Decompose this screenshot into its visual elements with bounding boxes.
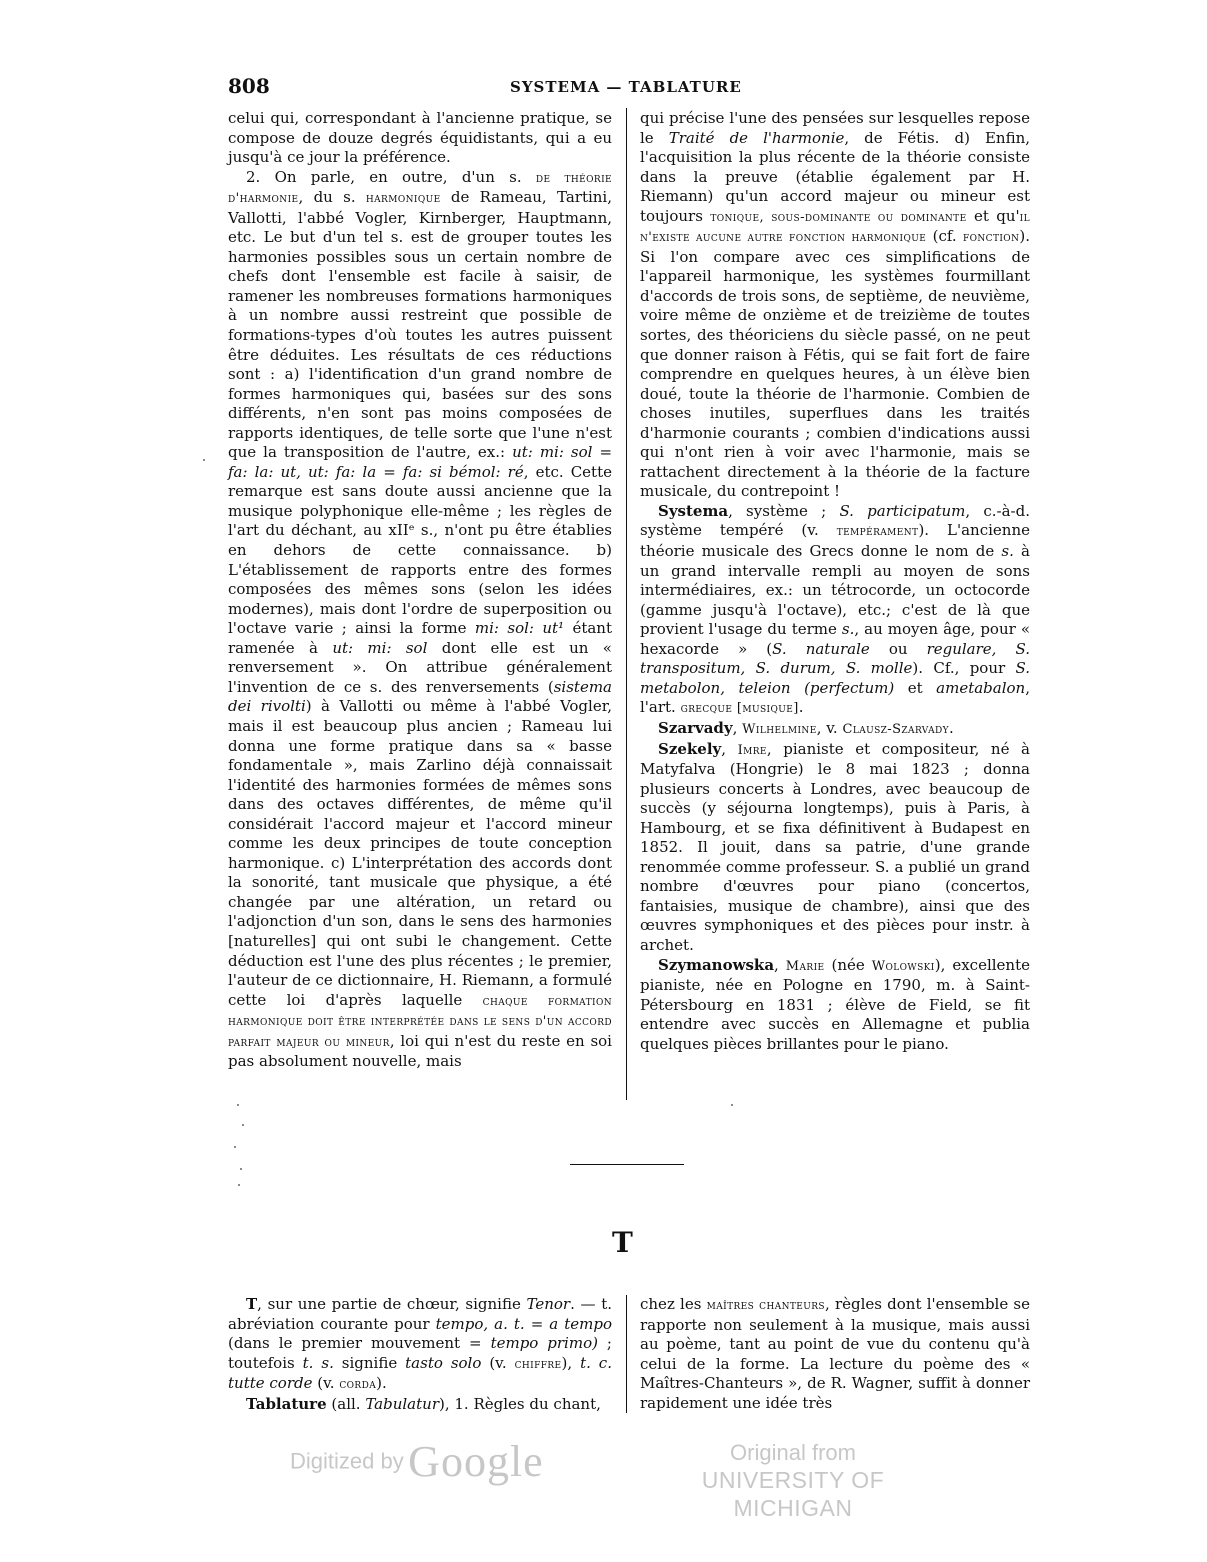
text: , etc. Cette remarque est sans doute aussi ancienne que la musique polyphonique elle-même ; les règles de l'art du déchant, au xIIᵉ s., n'ont pu être établies en dehors de cette connaissance. b) L'établissement de rapports entre des formes composées des mêmes sons (selon les idées modernes), mais dont l'ordre de superposition ou l'octave varie ; ainsi la forme xyxy=(228,462,612,638)
text: , v. xyxy=(816,718,843,737)
text: , au moyen âge, pour « hexacorde » ( xyxy=(640,620,1030,658)
italic-term: s. xyxy=(841,620,855,639)
text: , sur une partie de chœur, signifie xyxy=(257,1295,527,1313)
small-caps-term: tonique, sous-dominante ou dominante xyxy=(710,209,967,225)
text: ; toutefois xyxy=(228,1334,612,1372)
small-caps-term: de théorie d'harmonie xyxy=(228,170,612,207)
italic-term: tempo, a. t. = a tempo xyxy=(435,1314,612,1333)
text: (v. xyxy=(312,1374,340,1393)
italic-term: t. s. xyxy=(302,1353,334,1372)
text: , l'art. xyxy=(640,678,1030,717)
text: ) à Vallotti ou même à l'abbé Vogler, mais il est beaucoup plus ancien ; Rameau lui donna une forme pratique dans sa « basse fondamentale », mais Zarlino déjà connaissait l'identité des harmonies formées de mêmes sons dans des octaves différentes, de même qu'il considérait l'accord majeur et l'accord mineur comme les deux principes de toute conception harmonique. c) L'interprétation des accords dont la sonorité, tant musicale que physique, a été changée par une altération, un retard ou l'adjonction d'un son, dans le sens des harmonies [naturelles] qui ont subi le changement. Cette déduction est l'une des plus récentes ; le premier, l'auteur de ce dictionnaire, H. Riemann, a formulé cette loi d'après laquelle xyxy=(228,697,612,1009)
text: , règles dont l'ensemble se rapporte non seulement à la musique, mais aussi au poème, tant au point de vue du contenu qu'à celui de la forme. La lecture du poème des « Maîtres-Chanteurs », de R. Wagner, suffit à donner rapidement une idée très xyxy=(640,1295,1030,1412)
text: ), xyxy=(561,1353,581,1372)
column-divider-bottom xyxy=(626,1295,627,1413)
running-head: SYSTEMA — TABLATURE xyxy=(510,78,742,96)
small-caps-term: Imre xyxy=(737,742,767,758)
paragraph-continuation xyxy=(640,109,1030,502)
text: ), 1. Règles du chant, xyxy=(439,1394,601,1413)
text: 2. On parle, en outre, d'un s. xyxy=(246,167,536,186)
italic-term: tempo primo) xyxy=(490,1334,598,1353)
entry-headword: Szymanowska xyxy=(658,955,775,974)
text: ). xyxy=(376,1374,387,1393)
text: , pianiste et compositeur, né à Matyfalva (Hongrie) le 8 mai 1823 ; donna plusieurs concerts à Londres, avec beaucoup de succès (y séjourna longtemps), puis à Paris, à Hambourg, et se fixa définitivent à Budapest en 1852. Il jouit, dans sa patrie, d'une grande renommée comme professeur. S. a publié un grand nombre d'œuvres pour piano (concertos, fantaisies, musique de chambre), ainsi que des œuvres symphoniques et des pièces pour instr. à archet. xyxy=(640,739,1030,954)
text: ). L'ancienne théorie musicale des Grecs donne le nom de xyxy=(640,521,1030,561)
italic-term: S. metabolon, teleion (perfectum) xyxy=(640,659,1031,697)
text: à un grand intervalle rempli au moyen de sons intermédiaires, ex.: un tétrocorde, un octocorde (gamme jusqu'à l'octave), etc.; c'est de là que provient l'usage du terme xyxy=(640,542,1031,639)
text: (all. xyxy=(326,1394,366,1413)
small-caps-term: chiffre xyxy=(514,1356,562,1372)
text: ). Cf., pour xyxy=(912,659,1016,678)
entry-szarvady xyxy=(640,719,1030,740)
top-right-column xyxy=(640,109,1030,1054)
entry-headword: Szekely xyxy=(658,739,722,758)
small-caps-term: harmonique xyxy=(365,191,441,207)
italic-term: mi: sol: ut¹ xyxy=(474,619,565,638)
text: , c.-à-d. système tempéré (v. xyxy=(640,501,1030,540)
entry-szekely xyxy=(640,740,1030,956)
small-caps-term: chaque formation harmonique doit être interprétée dans le sens d'un accord parfait majeur ou mineur xyxy=(228,993,613,1050)
small-caps-term: Marie xyxy=(785,958,825,974)
digitized-by-label: Digitized by xyxy=(290,1448,404,1474)
paragraph-systeme-harmonie xyxy=(228,168,612,1072)
text: de Rameau, Tartini, Vallotti, l'abbé Vogler, Kirnberger, Hauptmann, etc. Le but d'un tel s. est de grouper toutes les harmonies possibles sous un certain nombre de chefs dont l'ensemble est facile à saisir, de ramener les nombreuses formations harmoniques à un nombre aussi restreint que possible de formations-types d'où toutes les autres puissent être déduites. Les résultats de ces réductions sont : a) l'identification d'un grand nombre de formes harmoniques qui, basées sur des sons différents, n'en sont pas moins composées de rapports identiques, de telle sorte que l'une n'est que la transposition de l'autre, ex.: xyxy=(228,188,612,462)
italic-term: s. xyxy=(1001,542,1014,561)
text: . — t. abréviation courante pour xyxy=(228,1295,612,1333)
text: . xyxy=(798,698,804,717)
text: et qu' xyxy=(966,206,1020,225)
text: dont elle est un « renversement ». On attribue généralement l'invention de ce s. des renversements ( xyxy=(228,638,612,696)
italic-term: ut: mi: sol xyxy=(332,638,428,657)
text: (dans le premier mouvement = xyxy=(228,1334,491,1353)
text: (cf. xyxy=(926,227,963,246)
text: , de Fétis. d) Enfin, l'acquisition la plus récente de la théorie consiste dans la preuve (établie également par H. Riemann) qu'un accord majeur ou mineur est toujours xyxy=(640,128,1031,225)
italic-term: sistema dei rivolti xyxy=(228,677,612,716)
text: ). Si l'on compare avec ces simplifications de l'appareil harmonique, les systèmes fourmillant d'accords de trois sons, de septième, de neuvième, voire même de onzième et de treizième de toutes sortes, des théoriciens du siècle passé, on ne peut que donner raison à Fétis, qui se fait fort de faire comprendre en quelques heures, à un élève bien doué, toute la théorie de l'harmonie. Combien de choses inutiles, superflues dans les traités d'harmonie courants ; combien d'indications aussi qui n'ont rien à voir avec l'harmonie, mais se rattachent directement à la théorie de la facture musicale, du contrepoint ! xyxy=(640,227,1030,501)
text: , système ; xyxy=(728,501,840,520)
text: , xyxy=(774,955,786,974)
small-caps-term: corda xyxy=(339,1377,377,1393)
italic-term: t. c. tutte corde xyxy=(228,1353,612,1393)
entry-systema xyxy=(640,502,1030,719)
bottom-left-column xyxy=(228,1295,612,1414)
small-caps-term: Clausz-Szarvady xyxy=(842,721,949,737)
digitized-by-watermark xyxy=(290,1436,544,1487)
text: (née xyxy=(824,955,872,974)
column-divider-top xyxy=(626,108,627,1100)
entry-szymanowska xyxy=(640,956,1030,1055)
italic-term: Tenor xyxy=(526,1295,571,1313)
text: , xyxy=(721,739,738,758)
small-caps-term: il n'existe aucune autre fonction harmonique xyxy=(640,209,1031,246)
text: ou xyxy=(869,639,927,658)
text: qui précise l'une des pensées sur lesquelles repose le xyxy=(640,109,1030,147)
entry-headword: Tablature xyxy=(246,1394,327,1413)
text: (v. xyxy=(481,1353,515,1372)
italic-term: S. participatum xyxy=(839,501,966,520)
italic-term: Traité de l'harmonie xyxy=(668,128,845,147)
small-caps-term: Wilhelmine xyxy=(742,721,817,737)
paragraph-tablature-continued xyxy=(640,1295,1030,1413)
text: et xyxy=(894,678,937,697)
italic-term: Tabulatur xyxy=(365,1394,439,1413)
text: signifie xyxy=(333,1353,406,1372)
small-caps-term: grecque [musique] xyxy=(680,701,799,717)
text: ), excellente pianiste, née en Pologne en 1790, m. à Saint-Pétersbourg en 1831 ; élève de Field, se fit entendre avec succès en Allemagne et publia quelques pièces brillantes pour le piano. xyxy=(640,955,1030,1053)
italic-term: ut: mi: sol = fa: la: ut, ut: fa: la = fa: si bémol: ré xyxy=(228,443,613,481)
entry-t xyxy=(228,1295,612,1395)
small-caps-term: fonction xyxy=(962,230,1020,246)
text: , xyxy=(732,718,743,737)
text: étant ramenée à xyxy=(228,619,612,657)
text: . xyxy=(948,718,954,737)
page-number: 808 xyxy=(228,74,270,98)
top-left-column xyxy=(228,109,612,1072)
entry-headword: Szarvady xyxy=(658,718,733,737)
section-letter: T xyxy=(612,1226,633,1259)
original-from-watermark xyxy=(668,1440,918,1522)
text: chez les xyxy=(640,1295,707,1313)
text: , du s. xyxy=(298,188,366,207)
small-caps-term: tempérament xyxy=(836,524,919,540)
section-rule xyxy=(570,1164,684,1165)
text: , loi qui n'est du reste en soi pas absolument nouvelle, mais xyxy=(228,1031,612,1071)
italic-term: ametabalon xyxy=(936,678,1026,697)
small-caps-term: maîtres chanteurs xyxy=(706,1298,825,1313)
original-from-label: Original from xyxy=(730,1440,856,1465)
entry-tablature xyxy=(228,1395,612,1415)
italic-term: S. naturale xyxy=(772,639,870,658)
paragraph-intro: celui qui, correspondant à l'ancienne pratique, se compose de douze degrés équidistants, qui a eu jusqu'à ce jour la préférence. xyxy=(228,109,612,167)
page-header xyxy=(228,74,1028,104)
google-logo: Google xyxy=(408,1437,544,1486)
bottom-right-column xyxy=(640,1295,1030,1413)
university-label: UNIVERSITY OF MICHIGAN xyxy=(701,1467,885,1521)
small-caps-term: Wolowski xyxy=(871,958,935,974)
entry-headword: T xyxy=(246,1295,258,1313)
italic-term: tasto solo xyxy=(405,1353,482,1372)
entry-headword: Systema xyxy=(658,501,729,520)
italic-term: regulare, S. transpositum, S. durum, S. molle xyxy=(640,639,1030,678)
